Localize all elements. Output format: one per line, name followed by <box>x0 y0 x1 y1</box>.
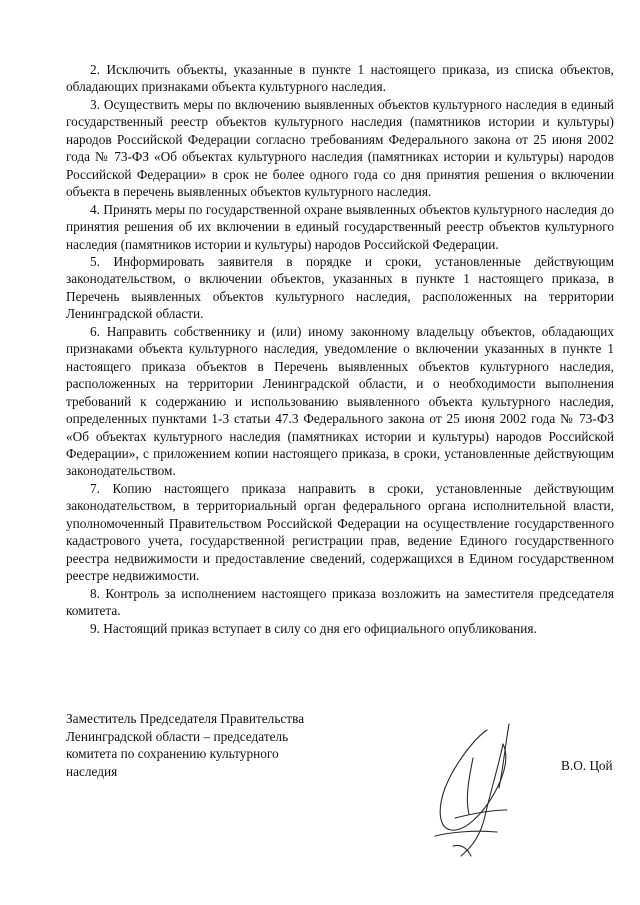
paragraph-item-3: 3. Осуществить меры по включению выявленных объектов культурного наследия в единый государственный реестр объектов культурного наследия (памятников истории и культуры) народов Российской Федерации согласно требованиям Федерального закона от 25 июня 2002 года № 73-ФЗ «Об объектах культурного наследия (памятниках истории и культуры) народов Российской Федерации» в срок не более одного года со дня принятия решения о включении объекта в перечень выявленных объектов культурного наследия. <box>66 96 614 200</box>
signatory-position <box>66 710 366 780</box>
paragraph-item-8: 8. Контроль за исполнением настоящего приказа возложить на заместителя председателя комитета. <box>66 585 614 619</box>
signatory-position-line: Ленинградской области – председатель <box>66 728 289 744</box>
signatory-position-line: наследия <box>66 763 118 779</box>
handwritten-signature <box>425 718 535 863</box>
paragraph-item-4: 4. Принять меры по государственной охране выявленных объектов культурного наследия до принятия решения об их включении в единый государственный реестр объектов культурного наследия (памятников истории и культуры) народов Российской Федерации. <box>66 201 614 252</box>
signatory-position-line: Заместитель Председателя Правительства <box>66 711 305 726</box>
paragraph-item-7: 7. Копию настоящего приказа направить в сроки, установленные действующим законодательством, в территориальный орган федерального органа исполнительной власти, уполномоченный Правительством Российской Федерации на осуществление государственного кадастрового учета, государственной регистрации прав, ведение Единого государственного реестра недвижимости и предоставление сведений, содержащихся в Едином государственном реестре недвижимости. <box>66 480 614 584</box>
signatory-position-line: комитета по сохранению культурного <box>66 746 279 761</box>
paragraph-item-9: 9. Настоящий приказ вступает в силу со дня его официального опубликования. <box>90 620 537 636</box>
paragraph-item-5: 5. Информировать заявителя в порядке и сроки, установленные действующим законодательством, о включении объектов, указанных в пункте 1 настоящего приказа, в Перечень выявленных объектов культурного наследия, расположенных на территории Ленинградской области. <box>66 253 614 322</box>
paragraph-item-2: 2. Исключить объекты, указанные в пункте 1 настоящего приказа, из списка объектов, обладающих признаками объекта культурного наследия. <box>66 62 614 95</box>
paragraph-item-6: 6. Направить собственнику и (или) иному законному владельцу объектов, обладающих признаками объекта культурного наследия, уведомление о включении указанных в пункте 1 настоящего приказа объектов в Перечень выявленных объектов культурного наследия, расположенных на территории Ленинградской области, и о необходимости выполнения требований к содержанию и использованию выявленного объекта культурного наследия, определенных пунктами 1-3 статьи 47.3 Федерального закона от 25 июня 2002 года № 73-ФЗ «Об объектах культурного наследия (памятниках истории и культуры) народов Российской Федерации», с приложением копии настоящего приказа, в сроки, установленные действующим законодательством. <box>66 323 614 479</box>
order-body <box>66 61 614 637</box>
signatory-name: В.О. Цой <box>561 758 613 773</box>
